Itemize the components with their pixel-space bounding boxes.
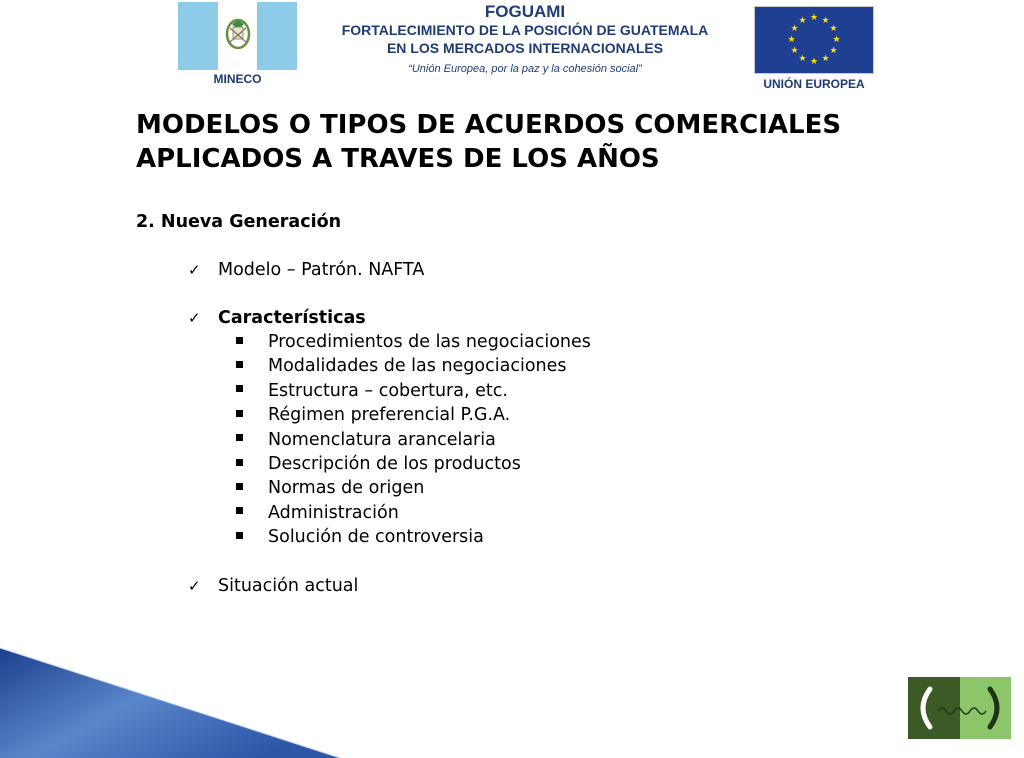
square-bullet-icon [236,337,243,344]
check-item-label: Modelo – Patrón. NAFTA [218,260,425,280]
list-item-label: Modalidades de las negociaciones [268,356,567,377]
eu-flag-icon [754,6,874,74]
program-quote: “Unión Europea, por la paz y la cohesión social” [408,63,642,75]
slide-title-line-1: MODELOS O TIPOS DE ACUERDOS COMERCIALES [136,110,842,140]
check-item-situacion [188,574,358,598]
guatemala-flag-icon [178,2,297,70]
square-bullet-icon [236,410,243,417]
svg-text:★: ★ [787,35,796,45]
list-item-label: Estructura – cobertura, etc. [268,380,508,401]
check-item-label: Características [218,308,366,328]
program-line-1: FORTALECIMIENTO DE LA POSICIÓN DE GUATEMALA [341,22,709,38]
svg-text:★: ★ [829,46,838,56]
check-item-modelo [188,258,424,282]
square-bullet-icon [236,532,243,539]
program-title: FOGUAMI [484,2,566,21]
list-item-label: Procedimientos de las negociaciones [268,332,591,352]
svg-text:★: ★ [798,16,807,26]
list-item [236,403,591,427]
check-item-caracteristicas [188,306,366,330]
program-line-2: EN LOS MERCADOS INTERNACIONALES [386,40,664,56]
check-icon: ✓ [188,309,201,327]
list-item [236,525,591,549]
header-banner [0,0,1024,95]
svg-text:★: ★ [809,57,819,67]
square-bullet-icon [236,483,243,490]
check-icon: ✓ [188,261,201,279]
list-item [236,501,591,525]
slide-title-line-2: APLICADOS A TRAVES DE LOS AÑOS [136,144,660,174]
svg-text:★: ★ [832,35,841,45]
eu-stars-icon [755,7,873,73]
list-item [236,428,591,452]
square-bullet-icon [236,385,243,392]
svg-text:★: ★ [798,54,807,64]
square-bullet-icon [236,361,243,368]
list-item-label: Solución de controversia [268,527,484,548]
list-item [236,452,591,476]
list-item-label: Descripción de los productos [268,454,521,475]
svg-text:★: ★ [829,24,838,34]
square-bullet-icon [236,459,243,466]
svg-text:★: ★ [790,24,799,34]
bottom-right-logo [908,677,1011,739]
slide-title [136,108,1006,176]
list-item [236,330,591,354]
mineco-label: MINECO [213,72,262,86]
mineco-logo [178,2,297,90]
list-item-label: Régimen preferencial P.G.A. [268,405,511,426]
svg-text:★: ★ [790,46,799,56]
square-bullet-icon [236,507,243,514]
list-item [236,476,591,500]
decorative-blue-triangle [0,648,340,758]
list-item [236,379,591,403]
section-subheading: 2. Nueva Generación [136,212,342,232]
list-item-label: Normas de origen [268,478,425,499]
list-item-label: Administración [268,502,399,523]
svg-text:★: ★ [809,13,819,23]
features-list [236,330,591,550]
svg-text:★: ★ [821,54,830,64]
check-item-label: Situación actual [218,576,359,596]
guatemala-crest-icon [223,16,253,52]
square-bullet-icon [236,434,243,441]
svg-text:★: ★ [821,16,830,26]
list-item [236,354,591,378]
eu-label: UNIÓN EUROPEA [763,77,865,91]
check-icon: ✓ [188,577,201,595]
eu-logo [754,6,874,92]
list-item-label: Nomenclatura arancelaria [268,429,496,450]
